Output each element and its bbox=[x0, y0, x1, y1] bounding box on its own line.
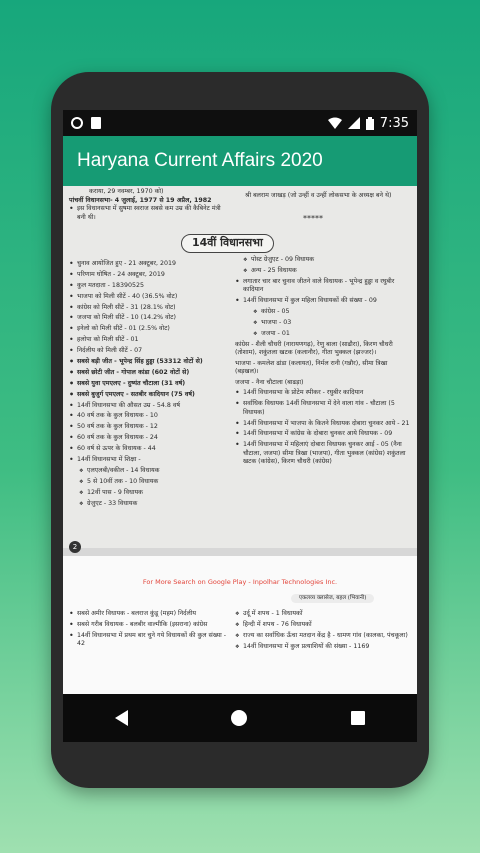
paragraph: कांग्रेस - शैली चौधरी (नारायणगढ़), रेणु बाला (साढौरा), किरण चौधरी (तोशाम), शकुंतला खटक (कलानौर), गीता भुक्कल (झज्जर)। bbox=[235, 340, 393, 357]
list-item: • 14वीं विधानसभा के प्रोटेम स्पीकर - रघुबीर कादियान bbox=[235, 389, 413, 398]
list-item: • 14वीं विधानसभा में कांग्रेस के दोबारा चुनकर आये विधायक - 09 bbox=[235, 430, 413, 439]
list-item: • सर्वाधिक विधायक 14वीं विधानसभा में देने वाला गांव - चौटाला (5 विधायक) bbox=[235, 400, 413, 417]
list-item: • चुनाव आयोजित हुए - 21 अक्टूबर, 2019 bbox=[69, 260, 229, 269]
document-page-2 bbox=[63, 556, 417, 694]
list-item: ❖ हिन्दी में शपथ - 76 विधायकों bbox=[235, 621, 413, 630]
battery-icon bbox=[366, 117, 374, 130]
sub-list-item: ❖ एलएलबी/वकील - 14 विधायक bbox=[79, 467, 229, 476]
paragraph: भाजपा - कमलेश ढांडा (कलायत), निर्मल रानी (गन्नौर), सीमा त्रिखा (बड़खल)। bbox=[235, 359, 388, 376]
home-icon[interactable] bbox=[231, 710, 247, 726]
sub-list-item: ❖ पोस्ट ग्रेजुएट - 09 विधायक bbox=[243, 256, 413, 265]
list-item: • सबसे बुजुर्ग एमएलए - सतबीर कादियान (75 वर्ष) bbox=[69, 391, 229, 400]
list-item: • कांग्रेस को मिली सीटें - 31 (28.1% वोट) bbox=[69, 304, 229, 313]
back-icon[interactable] bbox=[115, 710, 128, 726]
list-item: • कुल मतदाता - 18390525 bbox=[69, 282, 229, 291]
list-item: • सबसे युवा एमएलए - दुष्यंत चौटाला (31 वर्ष) bbox=[69, 380, 229, 389]
navigation-bar bbox=[63, 694, 417, 742]
sub-list-item: ❖ अन्य - 25 विधायक bbox=[243, 267, 413, 276]
app-title: Haryana Current Affairs 2020 bbox=[77, 150, 323, 171]
list-item: • सबसे गरीब विधायक - बलबीर वाल्मीकि (इसराना) कांग्रेस bbox=[69, 621, 229, 630]
list-item: • 14वीं विधानसभा में शिक्षा - bbox=[69, 456, 229, 465]
phone-screen bbox=[63, 110, 417, 742]
list-item: • सबसे अमीर विधायक - बलराज कुंडू (महम) निर्दलीय bbox=[69, 610, 229, 619]
list-item: • सबसे छोटी जीत - गोपाल कांडा (602 वोटों से) bbox=[69, 369, 229, 378]
page2-right-column bbox=[235, 610, 413, 654]
list-item: • 14वीं विधानसभा में प्रथम बार चुने गये विधायकों की कुल संख्या - 42 bbox=[69, 632, 229, 649]
page1-left-column bbox=[69, 260, 229, 510]
document-viewer[interactable] bbox=[63, 186, 417, 694]
text-line: कराया, 29 नवम्बर, 1970 को) bbox=[89, 188, 164, 195]
sd-card-icon bbox=[91, 117, 101, 129]
signal-icon bbox=[348, 117, 360, 129]
sub-list-item: ❖ ग्रेजुएट - 33 विधायक bbox=[79, 500, 229, 509]
list-item: • परिणाम घोषित - 24 अक्टूबर, 2019 bbox=[69, 271, 229, 280]
list-item: • इनेलो को मिली सीटें - 01 (2.5% वोट) bbox=[69, 325, 229, 334]
sub-list-item: ❖ 12वीं पास - 9 विधायक bbox=[79, 489, 229, 498]
list-item: • हलोपा को मिली सीटें - 01 bbox=[69, 336, 229, 345]
notification-circle-icon bbox=[71, 117, 83, 129]
list-item: ❖ उर्दू में शपथ - 1 विधायकों bbox=[235, 610, 413, 619]
page1-top-left bbox=[69, 188, 229, 224]
status-bar bbox=[63, 110, 417, 136]
page-number: 2 bbox=[69, 541, 81, 553]
header-tag: एकलव्य क्लासेज, बहल (भिवानी) bbox=[291, 594, 374, 603]
sub-list-item: ❖ 5 से 10वीं तक - 10 विधायक bbox=[79, 478, 229, 487]
page2-left-column bbox=[69, 610, 229, 651]
recent-apps-icon[interactable] bbox=[351, 711, 365, 725]
page1-right-column bbox=[235, 256, 413, 469]
list-item: • 60 वर्ष तक के कुल विधायक - 24 bbox=[69, 434, 229, 443]
promo-text: For More Search on Google Play - Inpolhar Technologies Inc. bbox=[142, 578, 338, 586]
list-item: • सबसे बड़ी जीत - भूपेन्द्र सिंह हुड्डा (53312 वोटों से) bbox=[69, 358, 229, 367]
section-title: 14वीं विधानसभा bbox=[181, 234, 274, 253]
app-bar bbox=[63, 136, 417, 186]
sub-list-item: ❖ कांग्रेस - 05 bbox=[253, 308, 413, 317]
sub-list-item: ❖ जजपा - 01 bbox=[253, 330, 413, 339]
list-item: • इस विधानसभा में सुषमा स्वराज सबसे कम उम्र की कैबिनेट मंत्री बनी थी। bbox=[69, 205, 229, 222]
list-item: • 50 वर्ष तक के कुल विधायक - 12 bbox=[69, 423, 229, 432]
list-item: ❖ राज्य का सर्वाधिक ऊँचा मतदान केंद्र है - धामण गांव (कालका, पंचकूला) bbox=[235, 632, 413, 641]
text-line: पांचवीं विधानसभा- 4 जुलाई, 1977 से 19 अप्रैल, 1982 bbox=[69, 196, 212, 204]
paragraph: जजपा - नैना चौटाला (बाढड़ा) bbox=[235, 378, 304, 386]
text-line: श्री बलराम जाखड़ (जो उन्हीं व उन्हीं लोकसभा के अध्यक्ष बने थे) bbox=[245, 192, 392, 199]
document-page-1 bbox=[63, 186, 417, 548]
wifi-icon bbox=[328, 117, 342, 129]
page1-top-right bbox=[235, 192, 413, 201]
list-item: • निर्दलीय को मिली सीटें - 07 bbox=[69, 347, 229, 356]
list-item: • भाजपा को मिली सीटें - 40 (36.5% वोट) bbox=[69, 293, 229, 302]
list-item: • 60 वर्ष से ऊपर के विधायक - 44 bbox=[69, 445, 229, 454]
stars-divider: ***** bbox=[303, 214, 323, 223]
list-item: • 14वीं विधानसभा की औसत उम्र - 54.8 वर्ष bbox=[69, 402, 229, 411]
sub-list-item: ❖ भाजपा - 03 bbox=[253, 319, 413, 328]
list-item: • 14वीं विधानसभा में महिलाएं दोबारा विधायक चुनकर आई - 05 (नैना चौटाला, जजपा) सीमा त्रिखा (भाजपा), गीता भुक्कल (कांग्रेस) शकुंतला खटक (कांग्रेस), किरण चौधरी (कांग्रेस) bbox=[235, 441, 413, 467]
list-item: • 40 वर्ष तक के कुल विधायक - 10 bbox=[69, 412, 229, 421]
list-item: • लगातार चार बार चुनाव जीतने वाले विधायक - भूपेन्द्र हुड्डा व रघुबीर कादियान bbox=[235, 278, 413, 295]
list-item: • जजपा को मिली सीटें - 10 (14.2% वोट) bbox=[69, 314, 229, 323]
status-time: 7:35 bbox=[379, 115, 409, 131]
list-item: • 14वीं विधानसभा में भाजपा के कितने विधायक दोबारा चुनकर आये - 21 bbox=[235, 420, 413, 429]
list-item: • 14वीं विधानसभा में कुल महिला विधायकों की संख्या - 09 bbox=[235, 297, 413, 306]
page-separator bbox=[63, 548, 417, 556]
list-item: ❖ 14वीं विधानसभा में कुल प्रत्याशियों की संख्या - 1169 bbox=[235, 643, 413, 652]
